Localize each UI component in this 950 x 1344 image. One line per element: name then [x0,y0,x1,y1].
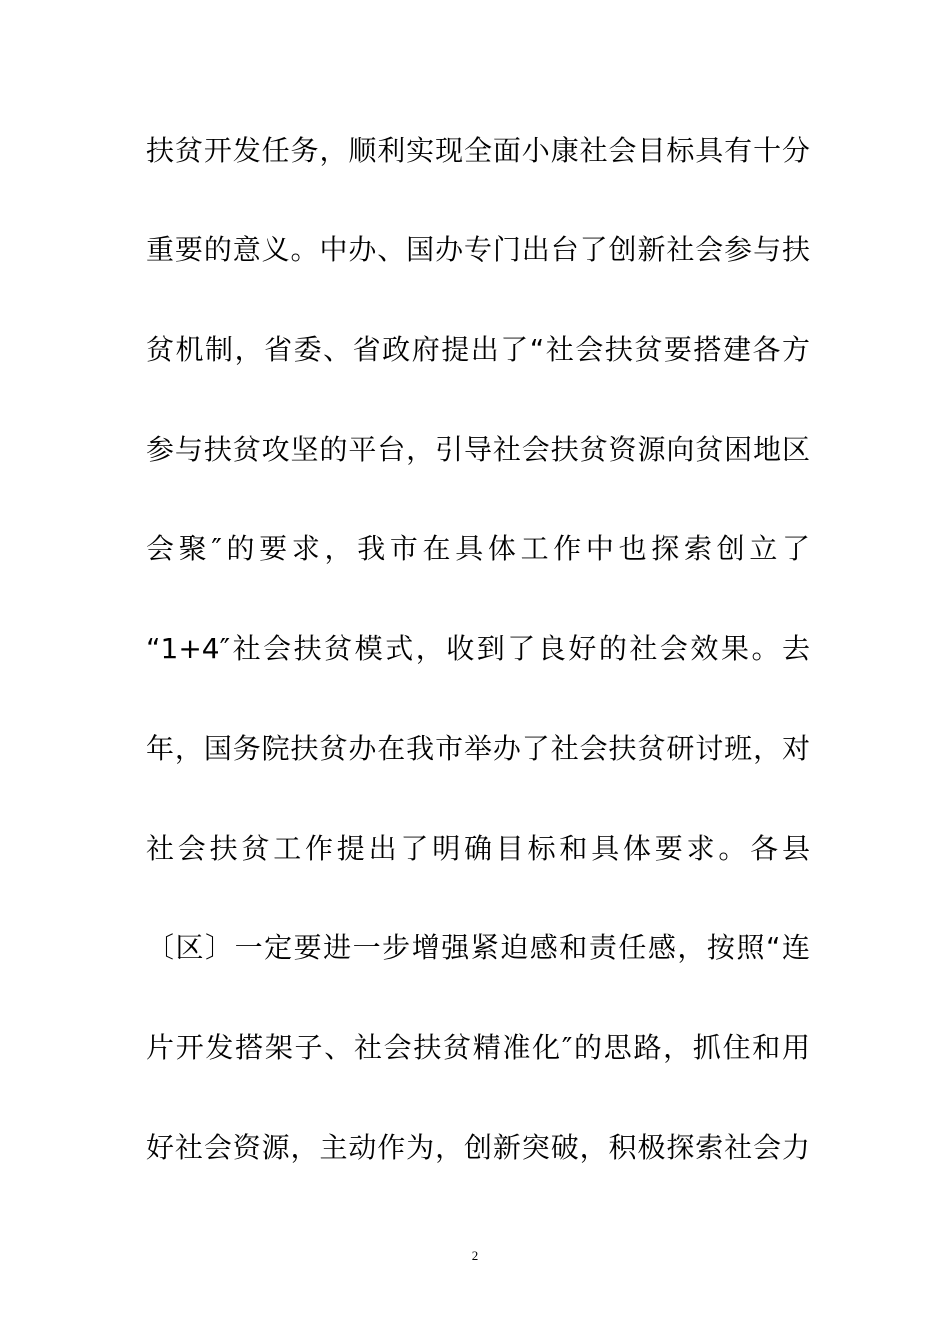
body-text-line: 片开发搭架子、社会扶贫精准化″的思路，抓住和用 [146,1031,810,1064]
body-text-line: 扶贫开发任务，顺利实现全面小康社会目标具有十分 [146,134,810,167]
body-text-line: 贫机制，省委、省政府提出了“社会扶贫要搭建各方 [146,333,810,366]
body-text-line: 好社会资源，主动作为，创新突破，积极探索社会力 [146,1131,810,1164]
body-text-line: 会聚″的要求，我市在具体工作中也探索创立了 [146,532,810,565]
body-text-line: 〔区〕一定要进一步增强紧迫感和责任感，按照“连 [146,931,810,964]
body-text-line: “1+4″社会扶贫模式，收到了良好的社会效果。去 [146,632,810,665]
body-text-line: 社会扶贫工作提出了明确目标和具体要求。各县 [146,832,810,865]
body-text-line: 年，国务院扶贫办在我市举办了社会扶贫研讨班，对 [146,732,810,765]
body-text-line: 参与扶贫攻坚的平台，引导社会扶贫资源向贫困地区 [146,433,810,466]
page-number: 2 [471,1248,479,1263]
body-text-line: 重要的意义。中办、国办专门出台了创新社会参与扶 [146,233,810,266]
